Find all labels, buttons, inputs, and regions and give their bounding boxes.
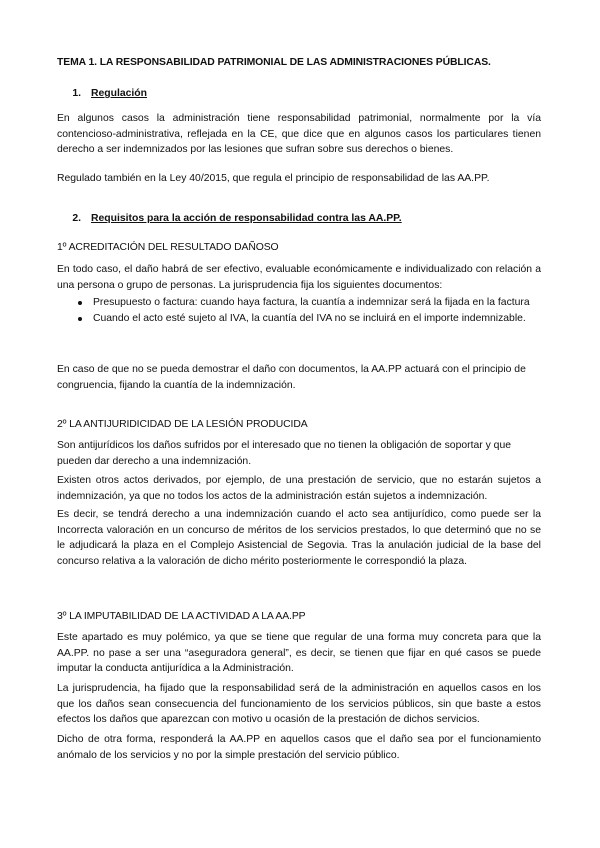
requirement-1-paragraph-2: En caso de que no se pueda demostrar el daño con documentos, la AA.PP actuará con el principio de congruencia, fijando la cuantía de la indemnización. xyxy=(57,364,526,391)
section-1-heading xyxy=(57,86,541,102)
requirement-2-paragraph-3: Es decir, se tendrá derecho a una indemnización cuando el acto sea antijurídico, como puede ser la Incorrecta valoración en un concurso de méritos de los servicios prestados, lo que determinó que no se le adjudicará la plaza en el Complejo Asistencial de Segovia. Tras la anulación judicial de la base del concurso relativa a la valoración de dicho mérito posteriormente le correspondió la plaza. xyxy=(57,509,541,567)
requirement-2-heading: 2º LA ANTIJURIDICIDAD DE LA LESIÓN PRODUCIDA xyxy=(57,419,308,430)
document-title: TEMA 1. LA RESPONSABILIDAD PATRIMONIAL DE LAS ADMINISTRACIONES PÚBLICAS. xyxy=(57,57,491,68)
section-2-number: 2. xyxy=(72,213,81,224)
section-1-number: 1. xyxy=(72,88,81,99)
requirement-2-paragraph-1: Son antijurídicos los daños sufridos por el interesado que no tienen la obligación de soportar y que pueden dar derecho a una indemnización. xyxy=(57,440,512,467)
requirement-3-heading: 3º LA IMPUTABILIDAD DE LA ACTIVIDAD A LA AA.PP xyxy=(57,611,306,622)
section-1-paragraph-2: Regulado también en la Ley 40/2015, que regula el principio de responsabilidad de las AA.PP. xyxy=(57,173,490,184)
requirement-1-paragraph-1: En todo caso, el daño habrá de ser efectivo, evaluable económicamente e individualizado con relación a una persona o grupo de personas. La jurisprudencia fija los siguientes documentos: xyxy=(57,264,541,291)
requirement-3-paragraph-3: Dicho de otra forma, responderá la AA.PP en aquellos casos que el daño sea por el funcionamiento anómalo de los servicios y no por la simple prestación del servicio público. xyxy=(57,734,541,761)
requirement-3-paragraph-2: La jurisprudencia, ha fijado que la responsabilidad será de la administración en aquellos casos en los que los daños sean consecuencia del funcionamiento de los servicios públicos, sin que baste a estos efectos los daños que aparezcan con motivo u ocasión de la prestación de dichos servicios. xyxy=(57,683,541,725)
requirement-1-bullet-2: Cuando el acto esté sujeto al IVA, la cuantía del IVA no se incluirá en el importe indemnizable. xyxy=(75,311,541,327)
section-2-title: Requisitos para la acción de responsabilidad contra las AA.PP. xyxy=(91,213,402,224)
requirement-1-bullet-list xyxy=(75,295,541,326)
requirement-1-heading: 1º ACREDITACIÓN DEL RESULTADO DAÑOSO xyxy=(57,242,279,253)
requirement-2-paragraph-2: Existen otros actos derivados, por ejemplo, de una prestación de servicio, que no estarán sujetos a indemnización, ya que no todos los actos de la administración están sujetos a indemnización. xyxy=(57,475,541,502)
requirement-3-paragraph-1: Este apartado es muy polémico, ya que se tiene que regular de una forma muy concreta para que la AA.PP. no pase a ser una “aseguradora general”, es decir, se tienen que fijar en qué casos se puede imputar la conducta antijurídica a la Administración. xyxy=(57,632,541,674)
section-1-paragraph-1: En algunos casos la administración tiene responsabilidad patrimonial, normalmente por la vía contencioso-administrativa, reflejada en la CE, que dice que en algunos casos los particulares tienen derecho a ser indemnizados por las lesiones que sufran sobre sus derechos o bienes. xyxy=(57,113,541,155)
requirement-1-bullet-1: Presupuesto o factura: cuando haya factura, la cuantía a indemnizar será la fijada en la factura xyxy=(75,295,541,311)
section-2-heading xyxy=(57,211,541,227)
section-1-title: Regulación xyxy=(91,88,148,99)
